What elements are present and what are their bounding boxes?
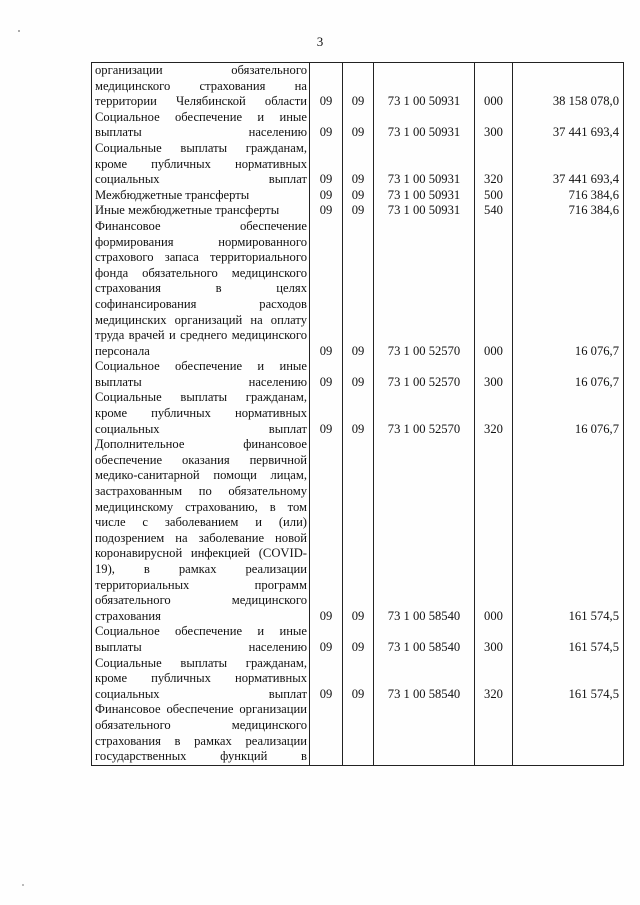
expense-kind-code: 300 <box>475 110 513 141</box>
expense-kind-code: 320 <box>475 390 513 437</box>
row-name: Дополнительное финансовое обеспечение оказания первичной медико-санитарной помощи лицам, застрахованным по обязательному медицинскому страхованию, в том числе с заболеванием и (или) подозрением на заболевание новой коронавирусной инфекцией (COVID-19), в рамках реализации территориальных программ обязательного медицинского страхования <box>92 437 310 624</box>
target-article-code: 73 1 00 50931 <box>374 188 475 204</box>
table-row <box>92 656 624 703</box>
section-code: 09 <box>310 141 343 188</box>
target-article-code: 73 1 00 50931 <box>374 141 475 188</box>
subsection-code: 09 <box>343 203 374 219</box>
target-article-code: 73 1 00 52570 <box>374 219 475 359</box>
amount-value: 37 441 693,4 <box>513 110 624 141</box>
subsection-code: 09 <box>343 390 374 437</box>
amount-value: 161 574,5 <box>513 624 624 655</box>
table-row <box>92 63 624 110</box>
expense-kind-code: 000 <box>475 219 513 359</box>
target-article-code <box>374 702 475 765</box>
table-row <box>92 702 624 765</box>
section-code: 09 <box>310 63 343 110</box>
section-code: 09 <box>310 359 343 390</box>
expense-kind-code: 320 <box>475 141 513 188</box>
expense-kind-code <box>475 702 513 765</box>
row-name: организации обязательного медицинского страхования на территории Челябинской области <box>92 63 310 110</box>
table-row <box>92 624 624 655</box>
expense-kind-code: 000 <box>475 63 513 110</box>
amount-value: 16 076,7 <box>513 219 624 359</box>
table-row <box>92 219 624 359</box>
subsection-code: 09 <box>343 624 374 655</box>
row-name: Социальные выплаты гражданам, кроме публичных нормативных социальных выплат <box>92 390 310 437</box>
row-name: Социальное обеспечение и иные выплаты населению <box>92 359 310 390</box>
target-article-code: 73 1 00 58540 <box>374 656 475 703</box>
section-code: 09 <box>310 437 343 624</box>
section-code: 09 <box>310 624 343 655</box>
table-row <box>92 203 624 219</box>
subsection-code: 09 <box>343 188 374 204</box>
amount-value: 161 574,5 <box>513 437 624 624</box>
row-name: Финансовое обеспечение организации обязательного медицинского страхования в рамках реализации государственных функций в <box>92 702 310 765</box>
expense-kind-code: 300 <box>475 624 513 655</box>
row-name: Иные межбюджетные трансферты <box>92 203 310 219</box>
subsection-code: 09 <box>343 219 374 359</box>
amount-value: 161 574,5 <box>513 656 624 703</box>
subsection-code: 09 <box>343 359 374 390</box>
budget-table <box>91 62 624 766</box>
section-code: 09 <box>310 110 343 141</box>
section-code <box>310 702 343 765</box>
table-row <box>92 110 624 141</box>
section-code: 09 <box>310 656 343 703</box>
subsection-code <box>343 702 374 765</box>
amount-value: 716 384,6 <box>513 203 624 219</box>
row-name: Социальное обеспечение и иные выплаты населению <box>92 624 310 655</box>
amount-value: 37 441 693,4 <box>513 141 624 188</box>
page-number: 3 <box>316 34 324 49</box>
target-article-code: 73 1 00 58540 <box>374 624 475 655</box>
expense-kind-code: 300 <box>475 359 513 390</box>
expense-kind-code: 500 <box>475 188 513 204</box>
expense-kind-code: 320 <box>475 656 513 703</box>
subsection-code: 09 <box>343 141 374 188</box>
target-article-code: 73 1 00 50931 <box>374 203 475 219</box>
table-row <box>92 437 624 624</box>
amount-value: 16 076,7 <box>513 359 624 390</box>
subsection-code: 09 <box>343 63 374 110</box>
amount-value <box>513 702 624 765</box>
target-article-code: 73 1 00 58540 <box>374 437 475 624</box>
amount-value: 16 076,7 <box>513 390 624 437</box>
subsection-code: 09 <box>343 437 374 624</box>
section-code: 09 <box>310 219 343 359</box>
section-code: 09 <box>310 390 343 437</box>
table-row <box>92 188 624 204</box>
scan-speck <box>18 30 20 32</box>
row-name: Межбюджетные трансферты <box>92 188 310 204</box>
amount-value: 716 384,6 <box>513 188 624 204</box>
target-article-code: 73 1 00 50931 <box>374 63 475 110</box>
row-name: Финансовое обеспечение формирования нормированного страхового запаса территориального фонда обязательного медицинского страхования в целях софинансирования расходов медицинских организаций на оплату труда врачей и среднего медицинского персонала <box>92 219 310 359</box>
expense-kind-code: 000 <box>475 437 513 624</box>
table-row <box>92 141 624 188</box>
expense-kind-code: 540 <box>475 203 513 219</box>
target-article-code: 73 1 00 52570 <box>374 390 475 437</box>
section-code: 09 <box>310 188 343 204</box>
section-code: 09 <box>310 203 343 219</box>
row-name: Социальные выплаты гражданам, кроме публичных нормативных социальных выплат <box>92 656 310 703</box>
amount-value: 38 158 078,0 <box>513 63 624 110</box>
subsection-code: 09 <box>343 656 374 703</box>
row-name: Социальное обеспечение и иные выплаты населению <box>92 110 310 141</box>
table-row <box>92 359 624 390</box>
target-article-code: 73 1 00 50931 <box>374 110 475 141</box>
scan-speck <box>22 884 24 886</box>
target-article-code: 73 1 00 52570 <box>374 359 475 390</box>
row-name: Социальные выплаты гражданам, кроме публичных нормативных социальных выплат <box>92 141 310 188</box>
table-row <box>92 390 624 437</box>
subsection-code: 09 <box>343 110 374 141</box>
